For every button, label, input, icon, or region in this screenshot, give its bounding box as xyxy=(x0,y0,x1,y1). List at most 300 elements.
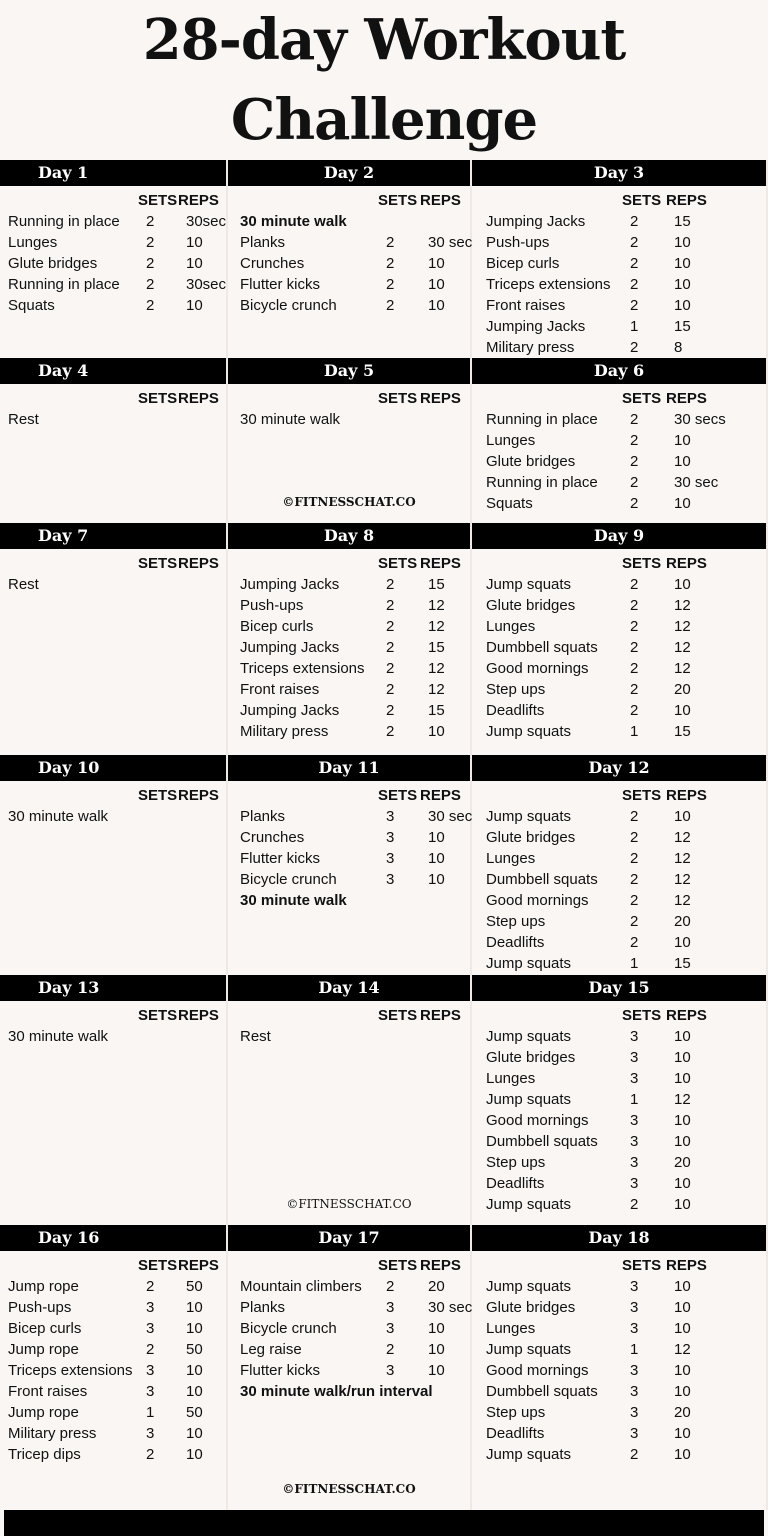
exercise-row xyxy=(240,658,470,679)
exercise-name: Jumping Jacks xyxy=(240,576,340,593)
exercise-name: Jump squats xyxy=(486,1341,572,1358)
day-header: Day 17 xyxy=(228,1225,470,1251)
exercise-sets: 2 xyxy=(630,639,639,656)
exercise-name: Jump squats xyxy=(486,808,572,825)
exercise-reps: 12 xyxy=(674,829,691,846)
exercise-sets: 2 xyxy=(386,723,395,740)
sets-header: SETS xyxy=(378,1257,418,1274)
column-headers xyxy=(486,1255,766,1276)
exercise-row xyxy=(486,1026,766,1047)
exercise-reps: 10 xyxy=(428,276,445,293)
exercise-sets: 3 xyxy=(386,1320,395,1337)
exercise-name: 30 minute walk xyxy=(240,213,347,230)
reps-header: REPS xyxy=(666,555,707,572)
sets-header: SETS xyxy=(622,1257,662,1274)
exercise-name: Flutter kicks xyxy=(240,850,321,867)
column-headers xyxy=(240,190,470,211)
exercise-name: Lunges xyxy=(486,432,536,449)
reps-header: REPS xyxy=(420,1007,461,1024)
exercise-name: Jumping Jacks xyxy=(486,318,586,335)
exercise-name: Glute bridges xyxy=(486,453,576,470)
exercise-name: Leg raise xyxy=(240,1341,302,1358)
day-card xyxy=(228,755,472,975)
exercise-reps: 15 xyxy=(674,955,691,972)
exercise-sets: 3 xyxy=(386,1362,395,1379)
exercise-row xyxy=(486,890,766,911)
sets-header: SETS xyxy=(378,555,418,572)
exercise-row xyxy=(486,409,766,430)
day-body xyxy=(0,549,226,595)
exercise-row xyxy=(486,274,766,295)
column-headers xyxy=(486,785,766,806)
day-card xyxy=(228,358,472,523)
day-header: Day 12 xyxy=(472,755,766,781)
exercise-row xyxy=(240,1297,473,1318)
exercise-sets: 2 xyxy=(630,913,639,930)
exercise-name: 30 minute walk xyxy=(8,1028,109,1045)
exercise-sets: 2 xyxy=(146,297,155,314)
day-body xyxy=(472,549,766,742)
column-headers xyxy=(240,1255,470,1276)
exercise-row xyxy=(486,1131,766,1152)
exercise-row xyxy=(8,253,226,274)
sets-header: SETS xyxy=(138,1007,178,1024)
exercise-name: Rest xyxy=(8,576,39,593)
exercise-name: Push-ups xyxy=(240,597,304,614)
exercise-name: Mountain climbers xyxy=(240,1278,362,1295)
day-body xyxy=(0,384,226,430)
exercise-reps: 10 xyxy=(674,234,691,251)
exercise-name: Jump rope xyxy=(8,1341,79,1358)
reps-header: REPS xyxy=(178,192,219,209)
exercise-name: Bicycle crunch xyxy=(240,1320,337,1337)
exercise-sets: 3 xyxy=(146,1362,155,1379)
exercise-name: Good mornings xyxy=(486,1362,589,1379)
day-header: Day 14 xyxy=(228,975,470,1001)
exercise-row xyxy=(486,658,766,679)
exercise-row xyxy=(8,1276,226,1297)
sets-header: SETS xyxy=(622,192,662,209)
reps-header: REPS xyxy=(178,1257,219,1274)
day-header: Day 15 xyxy=(472,975,766,1001)
exercise-reps: 12 xyxy=(674,597,691,614)
exercise-name: Military press xyxy=(8,1425,97,1442)
exercise-row xyxy=(240,274,470,295)
exercise-reps: 12 xyxy=(674,871,691,888)
exercise-reps: 12 xyxy=(674,850,691,867)
day-body xyxy=(0,1251,226,1465)
exercise-row xyxy=(486,932,766,953)
column-headers xyxy=(8,190,226,211)
day-header: Day 18 xyxy=(472,1225,766,1251)
exercise-sets: 2 xyxy=(146,1278,155,1295)
exercise-row xyxy=(486,1381,766,1402)
exercise-sets: 3 xyxy=(146,1383,155,1400)
exercise-row xyxy=(240,595,470,616)
exercise-reps: 10 xyxy=(186,255,203,272)
exercise-name: Lunges xyxy=(486,1320,536,1337)
day-header: Day 6 xyxy=(472,358,766,384)
exercise-reps: 30 sec xyxy=(674,474,719,491)
exercise-row xyxy=(486,1297,766,1318)
exercise-row xyxy=(486,472,766,493)
week-row xyxy=(0,160,768,358)
exercise-row xyxy=(8,1297,226,1318)
exercise-sets: 3 xyxy=(630,1154,639,1171)
day-header: Day 13 xyxy=(0,975,226,1001)
exercise-reps: 10 xyxy=(674,1133,691,1150)
exercise-sets: 2 xyxy=(386,1341,395,1358)
exercise-name: Jump squats xyxy=(486,1196,572,1213)
reps-header: REPS xyxy=(420,390,461,407)
reps-header: REPS xyxy=(666,390,707,407)
exercise-sets: 2 xyxy=(630,850,639,867)
exercise-sets: 2 xyxy=(146,234,155,251)
column-headers xyxy=(240,553,470,574)
exercise-sets: 2 xyxy=(630,934,639,951)
sets-header: SETS xyxy=(138,192,178,209)
exercise-sets: 2 xyxy=(146,255,155,272)
exercise-sets: 3 xyxy=(386,850,395,867)
exercise-row xyxy=(8,1444,226,1465)
column-headers xyxy=(486,1005,766,1026)
exercise-reps: 12 xyxy=(428,681,445,698)
exercise-reps: 20 xyxy=(674,1404,691,1421)
exercise-reps: 8 xyxy=(674,339,683,356)
exercise-row xyxy=(240,409,470,430)
exercise-sets: 3 xyxy=(146,1299,155,1316)
exercise-sets: 2 xyxy=(386,276,395,293)
exercise-reps: 20 xyxy=(674,681,691,698)
exercise-sets: 2 xyxy=(630,808,639,825)
exercise-name: Dumbbell squats xyxy=(486,1383,598,1400)
sets-header: SETS xyxy=(622,787,662,804)
exercise-reps: 10 xyxy=(186,1425,203,1442)
exercise-reps: 20 xyxy=(674,913,691,930)
exercise-row xyxy=(240,1026,470,1047)
exercise-reps: 10 xyxy=(428,723,445,740)
exercise-row xyxy=(240,890,470,911)
exercise-name: Deadlifts xyxy=(486,934,545,951)
exercise-reps: 10 xyxy=(674,495,691,512)
reps-header: REPS xyxy=(420,1257,461,1274)
exercise-sets: 2 xyxy=(386,576,395,593)
exercise-name: Jump rope xyxy=(8,1278,79,1295)
exercise-reps: 30sec xyxy=(186,213,227,230)
exercise-name: Planks xyxy=(240,808,286,825)
sets-header: SETS xyxy=(378,787,418,804)
exercise-name: Step ups xyxy=(486,1404,546,1421)
day-card xyxy=(0,160,228,358)
exercise-reps xyxy=(420,409,480,430)
exercise-reps: 12 xyxy=(428,618,445,635)
exercise-row xyxy=(240,806,473,827)
exercise-sets: 2 xyxy=(386,255,395,272)
footer-bar xyxy=(4,1510,764,1536)
exercise-row xyxy=(240,211,470,232)
exercise-sets: 2 xyxy=(630,576,639,593)
day-body xyxy=(228,549,470,742)
exercise-row xyxy=(486,211,766,232)
exercise-reps: 30 sec xyxy=(428,808,473,825)
exercise-reps: 10 xyxy=(674,1446,691,1463)
exercise-sets: 3 xyxy=(146,1320,155,1337)
sets-header: SETS xyxy=(622,555,662,572)
exercise-row xyxy=(486,1047,766,1068)
exercise-row xyxy=(486,1423,766,1444)
exercise-name: Jump squats xyxy=(486,1091,572,1108)
exercise-reps: 15 xyxy=(428,576,445,593)
sets-header: SETS xyxy=(138,787,178,804)
exercise-row xyxy=(8,1360,226,1381)
exercise-sets: 2 xyxy=(630,1196,639,1213)
exercise-sets: 2 xyxy=(146,213,155,230)
exercise-reps: 10 xyxy=(674,1028,691,1045)
exercise-row xyxy=(486,1444,766,1465)
exercise-row xyxy=(486,1276,766,1297)
exercise-row xyxy=(240,848,470,869)
day-header: Day 3 xyxy=(472,160,766,186)
exercise-reps: 10 xyxy=(186,234,203,251)
exercise-reps: 10 xyxy=(674,1278,691,1295)
week-row xyxy=(0,1225,768,1510)
sets-header: SETS xyxy=(138,555,178,572)
exercise-reps: 10 xyxy=(186,1446,203,1463)
exercise-name: Dumbbell squats xyxy=(486,1133,598,1150)
exercise-name: Glute bridges xyxy=(486,597,576,614)
exercise-sets: 1 xyxy=(630,723,639,740)
exercise-name: Planks xyxy=(240,234,286,251)
exercise-reps: 10 xyxy=(674,297,691,314)
exercise-sets: 3 xyxy=(386,871,395,888)
day-body xyxy=(0,781,226,827)
exercise-row xyxy=(8,295,226,316)
exercise-reps: 10 xyxy=(674,1196,691,1213)
column-headers xyxy=(240,785,470,806)
day-card xyxy=(0,755,228,975)
exercise-name: Squats xyxy=(486,495,533,512)
exercise-row xyxy=(486,232,766,253)
column-headers xyxy=(8,785,226,806)
exercise-reps xyxy=(420,1026,480,1047)
exercise-row xyxy=(486,1339,766,1360)
exercise-reps: 10 xyxy=(428,829,445,846)
exercise-sets: 2 xyxy=(630,829,639,846)
exercise-name: Good mornings xyxy=(486,660,589,677)
exercise-row xyxy=(486,337,766,358)
day-header: Day 11 xyxy=(228,755,470,781)
exercise-name: Flutter kicks xyxy=(240,1362,321,1379)
day-header: Day 2 xyxy=(228,160,470,186)
exercise-name: Dumbbell squats xyxy=(486,639,598,656)
exercise-sets: 3 xyxy=(630,1299,639,1316)
exercise-sets: 3 xyxy=(630,1320,639,1337)
exercise-reps: 30sec xyxy=(186,276,227,293)
exercise-sets: 2 xyxy=(630,871,639,888)
exercise-name: Planks xyxy=(240,1299,286,1316)
exercise-reps: 10 xyxy=(428,871,445,888)
exercise-reps: 10 xyxy=(674,576,691,593)
exercise-sets: 3 xyxy=(630,1278,639,1295)
page-title xyxy=(0,0,768,160)
sets-header: SETS xyxy=(138,390,178,407)
exercise-sets: 2 xyxy=(630,411,639,428)
exercise-sets: 1 xyxy=(146,1404,155,1421)
day-header: Day 5 xyxy=(228,358,470,384)
exercise-row xyxy=(8,1339,226,1360)
exercise-name: Rest xyxy=(8,411,39,428)
exercise-reps: 10 xyxy=(674,255,691,272)
exercise-reps: 30 secs xyxy=(674,411,726,428)
exercise-row xyxy=(240,253,470,274)
exercise-reps: 10 xyxy=(428,297,445,314)
exercise-row xyxy=(8,1423,226,1444)
reps-header: REPS xyxy=(420,555,461,572)
exercise-name: Glute bridges xyxy=(486,1299,576,1316)
exercise-reps: 10 xyxy=(674,1425,691,1442)
exercise-name: Running in place xyxy=(486,411,598,428)
exercise-name: Triceps extensions xyxy=(8,1362,133,1379)
exercise-name: Jump squats xyxy=(486,576,572,593)
exercise-name: Jumping Jacks xyxy=(240,702,340,719)
exercise-name: Jumping Jacks xyxy=(240,639,340,656)
exercise-row xyxy=(486,953,766,974)
day-card xyxy=(0,975,228,1225)
exercise-reps: 10 xyxy=(674,1299,691,1316)
exercise-reps: 10 xyxy=(674,808,691,825)
exercise-row xyxy=(8,1381,226,1402)
exercise-reps: 12 xyxy=(674,892,691,909)
exercise-reps: 10 xyxy=(674,276,691,293)
exercise-sets: 3 xyxy=(630,1049,639,1066)
column-headers xyxy=(8,1255,226,1276)
exercise-row xyxy=(486,637,766,658)
day-header: Day 10 xyxy=(0,755,226,781)
exercise-sets xyxy=(138,574,178,595)
day-card xyxy=(228,160,472,358)
exercise-reps: 10 xyxy=(428,1341,445,1358)
column-headers xyxy=(486,553,766,574)
exercise-row xyxy=(240,700,470,721)
exercise-name: 30 minute walk xyxy=(8,808,109,825)
exercise-reps: 20 xyxy=(674,1154,691,1171)
exercise-sets: 1 xyxy=(630,1341,639,1358)
exercise-row xyxy=(240,295,470,316)
exercise-reps: 50 xyxy=(186,1404,203,1421)
exercise-row xyxy=(240,1276,470,1297)
exercise-reps: 30 sec xyxy=(428,1299,473,1316)
exercise-row xyxy=(486,295,766,316)
exercise-name: Lunges xyxy=(486,1070,536,1087)
exercise-name: Bicep curls xyxy=(8,1320,82,1337)
exercise-row xyxy=(240,616,470,637)
exercise-sets: 2 xyxy=(630,255,639,272)
day-body xyxy=(472,1251,766,1465)
sets-header: SETS xyxy=(378,1007,418,1024)
exercise-sets: 3 xyxy=(630,1133,639,1150)
exercise-sets: 2 xyxy=(386,639,395,656)
exercise-row xyxy=(240,574,470,595)
exercise-reps: 12 xyxy=(428,660,445,677)
exercise-sets xyxy=(138,1026,178,1047)
exercise-row xyxy=(240,721,470,742)
exercise-reps: 15 xyxy=(674,318,691,335)
exercise-sets: 3 xyxy=(630,1383,639,1400)
exercise-row xyxy=(486,595,766,616)
exercise-row xyxy=(240,869,470,890)
watermark: ©FITNESSCHAT.CO xyxy=(282,1482,416,1496)
day-card xyxy=(228,523,472,755)
exercise-sets: 3 xyxy=(146,1425,155,1442)
exercise-sets: 2 xyxy=(630,276,639,293)
exercise-sets: 2 xyxy=(146,1446,155,1463)
exercise-name: Rest xyxy=(240,1028,271,1045)
exercise-reps: 10 xyxy=(428,1362,445,1379)
column-headers xyxy=(8,553,226,574)
exercise-sets: 2 xyxy=(386,597,395,614)
exercise-row xyxy=(486,679,766,700)
exercise-sets: 2 xyxy=(630,432,639,449)
exercise-name: Deadlifts xyxy=(486,1425,545,1442)
reps-header: REPS xyxy=(420,787,461,804)
week-row xyxy=(0,755,768,975)
exercise-row xyxy=(486,430,766,451)
exercise-row xyxy=(486,1152,766,1173)
exercise-sets: 2 xyxy=(386,681,395,698)
exercise-reps: 12 xyxy=(674,639,691,656)
exercise-reps: 10 xyxy=(186,1299,203,1316)
exercise-row xyxy=(486,316,766,337)
exercise-reps: 10 xyxy=(674,1362,691,1379)
exercise-row xyxy=(240,232,473,253)
sets-header: SETS xyxy=(378,390,418,407)
exercise-name: Crunches xyxy=(240,255,305,272)
exercise-reps: 10 xyxy=(674,453,691,470)
exercise-name: Jump squats xyxy=(486,1446,572,1463)
exercise-reps: 12 xyxy=(428,597,445,614)
exercise-sets: 2 xyxy=(630,297,639,314)
exercise-name: Deadlifts xyxy=(486,1175,545,1192)
exercise-row xyxy=(8,1318,226,1339)
exercise-reps: 10 xyxy=(674,1049,691,1066)
reps-header: REPS xyxy=(420,192,461,209)
exercise-row xyxy=(486,1068,766,1089)
exercise-name: 30 minute walk xyxy=(240,411,341,428)
exercise-sets: 3 xyxy=(630,1175,639,1192)
exercise-sets: 3 xyxy=(386,808,395,825)
reps-header: REPS xyxy=(178,390,219,407)
exercise-row xyxy=(8,574,226,595)
exercise-sets: 2 xyxy=(630,892,639,909)
exercise-name: Triceps extensions xyxy=(240,660,365,677)
reps-header: REPS xyxy=(666,1007,707,1024)
exercise-reps: 10 xyxy=(674,432,691,449)
exercise-reps: 50 xyxy=(186,1341,203,1358)
exercise-name: Squats xyxy=(8,297,55,314)
exercise-row xyxy=(486,848,766,869)
exercise-sets: 1 xyxy=(630,1091,639,1108)
exercise-row xyxy=(486,869,766,890)
day-body xyxy=(228,186,473,316)
exercise-name: Jump squats xyxy=(486,1028,572,1045)
exercise-name: Dumbbell squats xyxy=(486,871,598,888)
exercise-reps: 10 xyxy=(674,702,691,719)
exercise-name: 30 minute walk xyxy=(240,892,347,909)
exercise-name: Running in place xyxy=(8,213,120,230)
column-headers xyxy=(240,1005,470,1026)
exercise-name: Glute bridges xyxy=(8,255,98,272)
day-card xyxy=(228,1225,472,1510)
